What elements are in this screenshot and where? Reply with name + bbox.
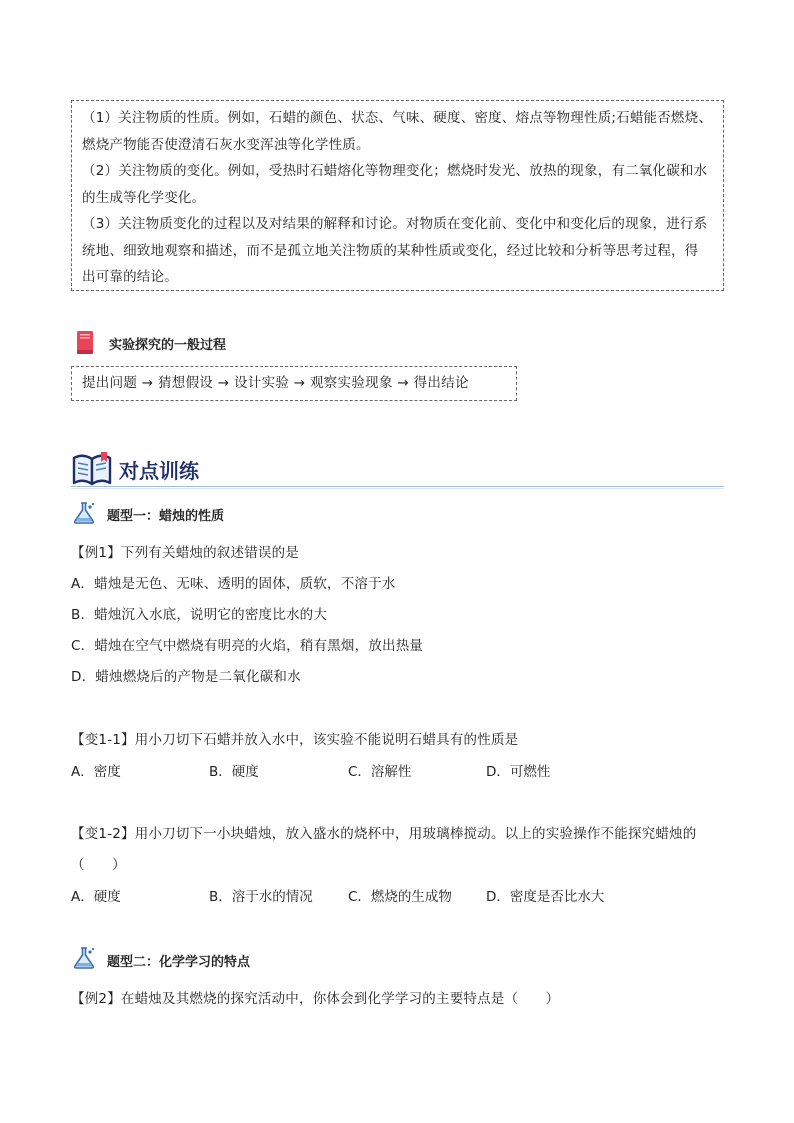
variation12-option-d: D．密度是否比水大 [486, 889, 605, 905]
example2-question [71, 987, 559, 1007]
variation11-text: 用小刀切下石蜡并放入水中，该实验不能说明石蜡具有的性质是 [134, 732, 519, 748]
example1-option-d: D．蜡烛燃烧后的产物是二氧化碳和水 [71, 669, 301, 685]
variation12-option-b: B．溶于水的情况 [209, 889, 313, 905]
section-title: 实验探究的一般过程 [109, 338, 227, 353]
knowledge-line: 的生成等化学变化。 [82, 189, 206, 206]
example1-tag: 【例1】 [71, 545, 121, 561]
knowledge-box [71, 100, 724, 291]
example1-text: 下列有关蜡烛的叙述错误的是 [120, 545, 299, 561]
example1-option-b: B．蜡烛沉入水底，说明它的密度比水的大 [71, 607, 328, 623]
example1-question [71, 541, 299, 561]
variation11-question [71, 728, 518, 748]
variation11-option-a: A．密度 [71, 764, 121, 780]
variation12-blank: （ ） [71, 857, 126, 873]
variation12-tag: 【变1-2】 [71, 826, 135, 842]
book-icon [76, 331, 95, 355]
type1-title: 题型一：蜡烛的性质 [107, 509, 225, 524]
knowledge-line: （3）关注物质变化的过程以及对结果的解释和讨论。对物质在变化前、变化中和变化后的现象，进行系 [82, 216, 708, 232]
knowledge-line: （1）关注物质的性质。例如，石蜡的颜色、状态、气味、硬度、密度、熔点等物理性质;石蜡能否燃烧、 [82, 110, 713, 126]
variation11-option-c: C．溶解性 [348, 764, 412, 780]
type2-title: 题型二：化学学习的特点 [107, 955, 251, 970]
flask-icon [72, 501, 98, 525]
knowledge-line: 统地、细致地观察和描述，而不是孤立地关注物质的某种性质或变化，经过比较和分析等思考过程，得 [82, 242, 699, 259]
example2-text: 在蜡烛及其燃烧的探究活动中，你体会到化学学习的主要特点是（ ） [120, 991, 560, 1007]
variation12-text: 用小刀切下一小块蜡烛，放入盛水的烧杯中，用玻璃棒搅动。以上的实验操作不能探究蜡烛的 [134, 826, 697, 842]
knowledge-line: 出可靠的结论。 [82, 269, 178, 285]
knowledge-line: （2）关注物质的变化。例如，受热时石蜡熔化等物理变化；燃烧时发光、放热的现象，有二氧化碳和水 [82, 163, 708, 179]
variation11-option-d: D．可燃性 [486, 764, 551, 780]
process-box: 提出问题 → 猜想假设 → 设计实验 → 观察实验现象 → 得出结论 [71, 366, 517, 401]
practice-title: 对点训练 [119, 459, 199, 483]
knowledge-line: 燃烧产物能否使澄清石灰水变浑浊等化学性质。 [82, 136, 370, 153]
variation12-option-a: A．硬度 [71, 889, 121, 905]
flask-icon [72, 946, 98, 970]
variation11-option-b: B．硬度 [209, 764, 259, 780]
header-divider [71, 486, 724, 487]
example1-option-c: C．蜡烛在空气中燃烧有明亮的火焰，稍有黑烟，放出热量 [71, 638, 424, 654]
variation12-question [71, 822, 696, 842]
example1-option-a: A．蜡烛是无色、无味、透明的固体，质软，不溶于水 [71, 576, 396, 592]
variation11-tag: 【变1-1】 [71, 732, 135, 748]
header-divider-shadow [71, 488, 724, 489]
variation12-option-c: C．燃烧的生成物 [348, 889, 452, 905]
open-book-icon [71, 450, 113, 488]
example2-tag: 【例2】 [71, 991, 121, 1007]
